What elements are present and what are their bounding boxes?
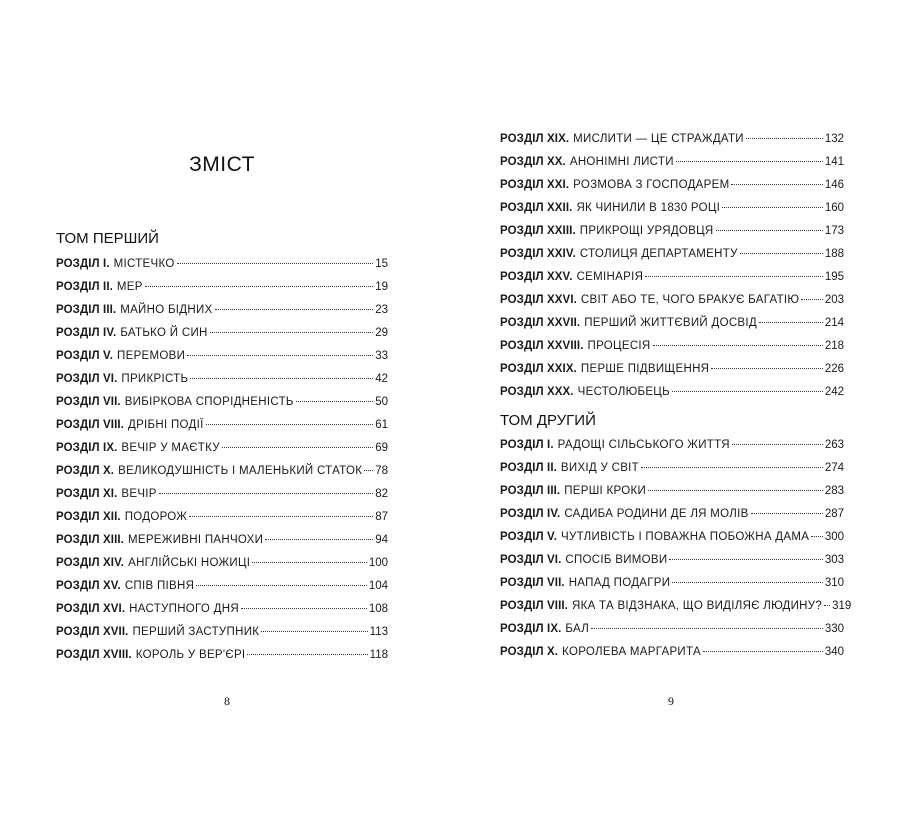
toc-entry	[56, 645, 388, 668]
dot-leader	[746, 138, 823, 139]
chapter-page-number: 23	[375, 304, 388, 316]
toc-entry	[500, 642, 844, 665]
chapter-number: РОЗДІЛ XXIV.	[500, 248, 576, 260]
chapter-page-number: 108	[368, 603, 388, 615]
dot-leader	[824, 605, 830, 606]
toc-entry	[500, 359, 844, 382]
chapter-page-number: 50	[375, 396, 388, 408]
chapter-title: ПЕРШІ КРОКИ	[564, 485, 647, 497]
chapter-page-number: 19	[375, 281, 388, 293]
chapter-number: РОЗДІЛ XXIX.	[500, 363, 577, 375]
chapter-page-number: 100	[368, 557, 388, 569]
dot-leader	[296, 401, 373, 402]
toc-entry	[500, 596, 852, 619]
chapter-page-number: 160	[824, 202, 844, 214]
toc-entry	[56, 576, 388, 599]
right-page	[450, 0, 900, 817]
dot-leader	[759, 322, 823, 323]
chapter-number: РОЗДІЛ XXII.	[500, 202, 573, 214]
chapter-title: СПОСІБ ВИМОВИ	[565, 554, 668, 566]
chapter-title: МЕРЕЖИВНІ ПАНЧОХИ	[127, 534, 264, 546]
chapter-page-number: 330	[824, 623, 844, 635]
chapter-page-number: 94	[375, 534, 388, 546]
dot-leader	[159, 493, 373, 494]
chapter-number: РОЗДІЛ VI.	[56, 373, 118, 385]
chapter-page-number: 146	[824, 179, 844, 191]
toc-entry	[56, 438, 388, 461]
dot-leader	[669, 559, 822, 560]
toc-entry	[56, 392, 388, 415]
toc-list-volume-two	[500, 435, 852, 665]
toc-entry	[56, 599, 388, 622]
dot-leader	[210, 332, 374, 333]
toc-entry	[500, 313, 844, 336]
dot-leader	[645, 276, 823, 277]
dot-leader	[215, 309, 374, 310]
chapter-number: РОЗДІЛ XI.	[56, 488, 118, 500]
chapter-number: РОЗДІЛ XIII.	[56, 534, 124, 546]
toc-entry	[500, 573, 844, 596]
chapter-page-number: 42	[375, 373, 388, 385]
dot-leader	[189, 516, 373, 517]
page-number-right: 9	[668, 694, 674, 708]
chapter-page-number: 195	[824, 271, 844, 283]
chapter-number: РОЗДІЛ III.	[56, 304, 117, 316]
chapter-page-number: 78	[375, 465, 388, 477]
chapter-number: РОЗДІЛ IV.	[56, 327, 117, 339]
dot-leader	[247, 654, 367, 655]
chapter-number: РОЗДІЛ II.	[500, 462, 557, 474]
dot-leader	[676, 161, 823, 162]
toc-entry	[56, 622, 388, 645]
chapter-page-number: 319	[832, 600, 852, 612]
dot-leader	[190, 378, 373, 379]
dot-leader	[364, 470, 373, 471]
chapter-title: ЯК ЧИНИЛИ В 1830 РОЦІ	[576, 202, 721, 214]
chapter-number: РОЗДІЛ IX.	[500, 623, 562, 635]
chapter-title: БАТЬКО Й СИН	[120, 327, 208, 339]
chapter-page-number: 310	[824, 577, 844, 589]
toc-entry	[500, 175, 844, 198]
chapter-page-number: 263	[824, 439, 844, 451]
chapter-title: АНОНІМНІ ЛИСТИ	[569, 156, 674, 168]
chapter-number: РОЗДІЛ XXVI.	[500, 294, 577, 306]
chapter-number: РОЗДІЛ XVI.	[56, 603, 126, 615]
toc-entry	[56, 323, 388, 346]
chapter-title: ПОДОРОЖ	[124, 511, 188, 523]
chapter-number: РОЗДІЛ III.	[500, 485, 561, 497]
dot-leader	[241, 608, 367, 609]
chapter-page-number: 203	[824, 294, 844, 306]
toc-list-volume-one-continued	[500, 129, 844, 405]
chapter-title: ПЕРЕМОВИ	[117, 350, 186, 362]
toc-entry	[500, 267, 844, 290]
chapter-page-number: 61	[375, 419, 388, 431]
chapter-page-number: 283	[824, 485, 844, 497]
chapter-number: РОЗДІЛ II.	[56, 281, 113, 293]
dot-leader	[703, 651, 823, 652]
toc-entry	[56, 484, 388, 507]
chapter-title: ВЕЛИКОДУШНІСТЬ І МАЛЕНЬКИЙ СТАТОК	[118, 465, 363, 477]
toc-entry	[500, 504, 844, 527]
toc-entry	[56, 530, 388, 553]
toc-entry	[500, 198, 844, 221]
chapter-page-number: 287	[824, 508, 844, 520]
chapter-title: ПРИКРОЩІ УРЯДОВЦЯ	[579, 225, 714, 237]
chapter-page-number: 340	[824, 646, 844, 658]
chapter-title: ПРОЦЕСІЯ	[587, 340, 651, 352]
chapter-page-number: 113	[369, 626, 388, 638]
chapter-page-number: 15	[375, 258, 388, 270]
chapter-page-number: 104	[368, 580, 388, 592]
chapter-number: РОЗДІЛ I.	[56, 258, 110, 270]
toc-entry	[500, 619, 844, 642]
toc-entry	[56, 507, 388, 530]
dot-leader	[740, 253, 823, 254]
dot-leader	[196, 585, 367, 586]
toc-entry	[500, 382, 844, 405]
chapter-number: РОЗДІЛ XIV.	[56, 557, 125, 569]
chapter-title: ЧЕСТОЛЮБЕЦЬ	[577, 386, 670, 398]
chapter-number: РОЗДІЛ VI.	[500, 554, 562, 566]
toc-title: ЗМІСТ	[189, 153, 255, 176]
chapter-title: ВИХІД У СВІТ	[560, 462, 639, 474]
chapter-title: ЧУТЛИВІСТЬ І ПОВАЖНА ПОБОЖНА ДАМА	[561, 531, 810, 543]
dot-leader	[732, 444, 823, 445]
dot-leader	[641, 467, 823, 468]
chapter-page-number: 87	[375, 511, 388, 523]
chapter-title: МІСТЕЧКО	[113, 258, 175, 270]
chapter-number: РОЗДІЛ V.	[500, 531, 558, 543]
chapter-title: ДРІБНІ ПОДІЇ	[127, 419, 204, 431]
toc-entry	[500, 129, 844, 152]
toc-entry	[56, 553, 388, 576]
dot-leader	[222, 447, 373, 448]
toc-entry	[500, 458, 844, 481]
dot-leader	[653, 345, 823, 346]
toc-entry	[500, 244, 844, 267]
toc-entry	[56, 300, 388, 323]
toc-entry	[56, 277, 388, 300]
dot-leader	[731, 184, 822, 185]
dot-leader	[177, 263, 374, 264]
chapter-page-number: 242	[824, 386, 844, 398]
chapter-title: СТОЛИЦЯ ДЕПАРТАМЕНТУ	[579, 248, 738, 260]
chapter-number: РОЗДІЛ XXV.	[500, 271, 573, 283]
dot-leader	[265, 539, 373, 540]
chapter-page-number: 218	[824, 340, 844, 352]
chapter-title: ПЕРШЕ ПІДВИЩЕННЯ	[580, 363, 710, 375]
chapter-page-number: 132	[824, 133, 844, 145]
chapter-number: РОЗДІЛ X.	[500, 646, 559, 658]
volume-two-heading: ТОМ ДРУГИЙ	[500, 412, 596, 429]
chapter-number: РОЗДІЛ XXVIII.	[500, 340, 584, 352]
chapter-number: РОЗДІЛ XXX.	[500, 386, 574, 398]
toc-entry	[500, 152, 844, 175]
chapter-title: САДИБА РОДИНИ ДЕ ЛЯ МОЛІВ	[564, 508, 749, 520]
chapter-number: РОЗДІЛ X.	[56, 465, 115, 477]
chapter-title: МИСЛИТИ — ЦЕ СТРАЖДАТИ	[573, 133, 744, 145]
chapter-page-number: 300	[824, 531, 844, 543]
toc-entry	[56, 461, 388, 484]
chapter-number: РОЗДІЛ XXI.	[500, 179, 570, 191]
chapter-page-number: 226	[824, 363, 844, 375]
dot-leader	[591, 628, 823, 629]
chapter-number: РОЗДІЛ VIII.	[500, 600, 568, 612]
chapter-page-number: 303	[824, 554, 844, 566]
toc-entry	[56, 346, 388, 369]
toc-entry	[56, 254, 388, 277]
chapter-number: РОЗДІЛ XV.	[56, 580, 121, 592]
chapter-title: СЕМІНАРІЯ	[576, 271, 644, 283]
chapter-title: МЕР	[116, 281, 143, 293]
chapter-page-number: 214	[824, 317, 844, 329]
dot-leader	[672, 391, 823, 392]
chapter-number: РОЗДІЛ V.	[56, 350, 114, 362]
chapter-title: ВЕЧІР	[121, 488, 157, 500]
toc-list-volume-one	[56, 254, 388, 668]
dot-leader	[811, 536, 823, 537]
chapter-page-number: 173	[824, 225, 844, 237]
chapter-title: ПЕРШИЙ ЗАСТУПНИК	[132, 626, 260, 638]
dot-leader	[722, 207, 823, 208]
chapter-number: РОЗДІЛ XX.	[500, 156, 566, 168]
chapter-title: ЯКА ТА ВІДЗНАКА, ЩО ВИДІЛЯЄ ЛЮДИНУ?	[571, 600, 823, 612]
chapter-title: РОЗМОВА З ГОСПОДАРЕМ	[573, 179, 730, 191]
chapter-number: РОЗДІЛ XXVII.	[500, 317, 581, 329]
chapter-number: РОЗДІЛ IX.	[56, 442, 118, 454]
toc-entry	[56, 415, 388, 438]
chapter-number: РОЗДІЛ XVIII.	[56, 649, 132, 661]
chapter-page-number: 82	[375, 488, 388, 500]
toc-entry	[500, 527, 844, 550]
toc-entry	[500, 221, 844, 244]
chapter-title: КОРОЛЬ У ВЕР'ЄРІ	[135, 649, 246, 661]
chapter-page-number: 188	[824, 248, 844, 260]
chapter-title: СВІТ АБО ТЕ, ЧОГО БРАКУЄ БАГАТІЮ	[580, 294, 800, 306]
dot-leader	[261, 631, 367, 632]
chapter-title: ПЕРШИЙ ЖИТТЄВИЙ ДОСВІД	[584, 317, 757, 329]
toc-entry	[500, 435, 844, 458]
chapter-title: НАСТУПНОГО ДНЯ	[129, 603, 239, 615]
chapter-number: РОЗДІЛ VII.	[500, 577, 565, 589]
toc-entry	[500, 481, 844, 504]
dot-leader	[801, 299, 823, 300]
chapter-page-number: 118	[369, 649, 388, 661]
dot-leader	[187, 355, 373, 356]
chapter-title: НАПАД ПОДАГРИ	[568, 577, 671, 589]
chapter-title: ВИБІРКОВА СПОРІДНЕНІСТЬ	[124, 396, 294, 408]
chapter-page-number: 29	[375, 327, 388, 339]
dot-leader	[716, 230, 823, 231]
dot-leader	[206, 424, 374, 425]
toc-entry	[500, 336, 844, 359]
chapter-number: РОЗДІЛ VII.	[56, 396, 121, 408]
chapter-number: РОЗДІЛ IV.	[500, 508, 561, 520]
chapter-page-number: 69	[375, 442, 388, 454]
chapter-title: СПІВ ПІВНЯ	[124, 580, 195, 592]
page-number-left: 8	[224, 694, 230, 708]
volume-one-heading: ТОМ ПЕРШИЙ	[56, 230, 159, 247]
dot-leader	[145, 286, 373, 287]
dot-leader	[252, 562, 367, 563]
chapter-title: КОРОЛЕВА МАРГАРИТА	[562, 646, 701, 658]
dot-leader	[648, 490, 823, 491]
chapter-title: ПРИКРІСТЬ	[121, 373, 189, 385]
chapter-title: БАЛ	[565, 623, 590, 635]
chapter-title: МАЙНО БІДНИХ	[120, 304, 213, 316]
chapter-page-number: 141	[824, 156, 844, 168]
dot-leader	[711, 368, 823, 369]
chapter-number: РОЗДІЛ I.	[500, 439, 554, 451]
chapter-number: РОЗДІЛ XII.	[56, 511, 121, 523]
chapter-title: РАДОЩІ СІЛЬСЬКОГО ЖИТТЯ	[557, 439, 730, 451]
chapter-number: РОЗДІЛ VIII.	[56, 419, 124, 431]
chapter-number: РОЗДІЛ XIX.	[500, 133, 570, 145]
chapter-number: РОЗДІЛ XVII.	[56, 626, 129, 638]
dot-leader	[751, 513, 823, 514]
chapter-number: РОЗДІЛ XXIII.	[500, 225, 576, 237]
chapter-page-number: 33	[375, 350, 388, 362]
toc-entry	[56, 369, 388, 392]
toc-entry	[500, 550, 844, 573]
dot-leader	[672, 582, 822, 583]
chapter-title: ВЕЧІР У МАЄТКУ	[121, 442, 220, 454]
toc-entry	[500, 290, 844, 313]
chapter-title: АНГЛІЙСЬКІ НОЖИЦІ	[128, 557, 251, 569]
chapter-page-number: 274	[824, 462, 844, 474]
